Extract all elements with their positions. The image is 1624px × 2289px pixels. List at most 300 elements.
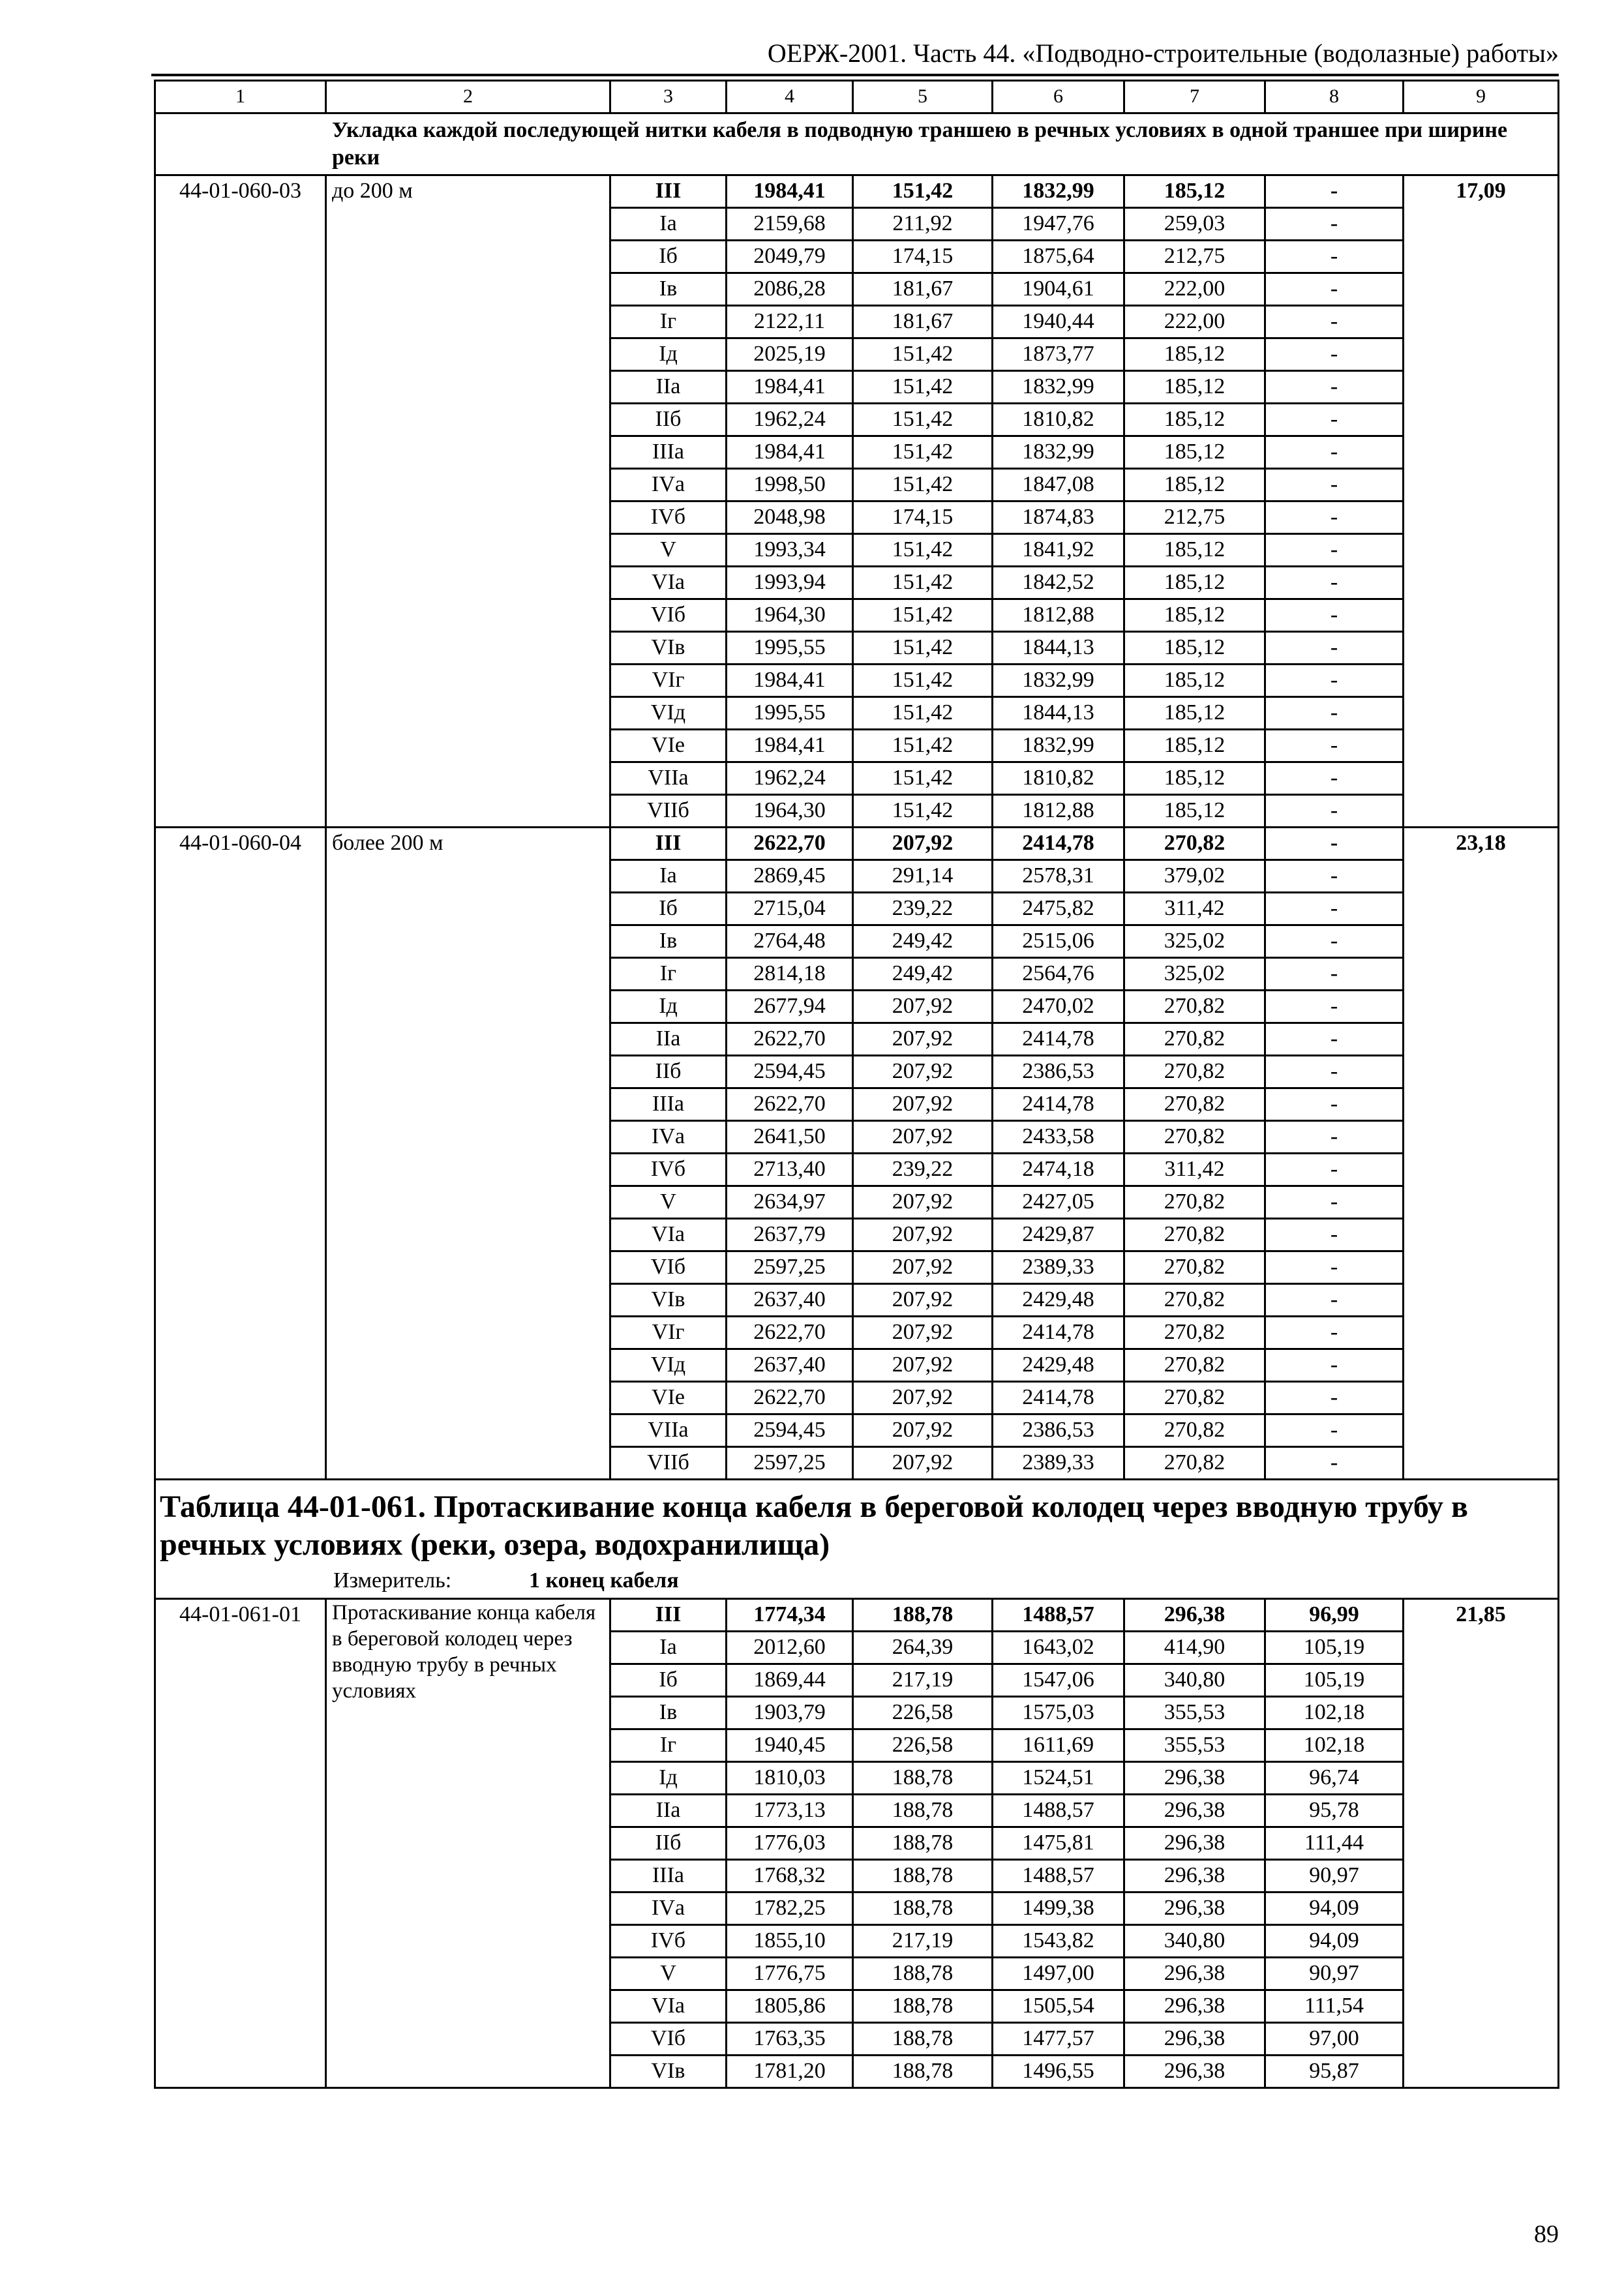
region-cell: Iг (610, 306, 727, 338)
labor-cost-cell: 17,09 (1404, 175, 1559, 828)
value-cell: 181,67 (853, 306, 993, 338)
value-cell: 1477,57 (993, 2023, 1124, 2056)
value-cell: 2622,70 (727, 1088, 853, 1121)
value-cell: - (1265, 1349, 1404, 1382)
value-cell: 296,38 (1124, 1860, 1265, 1893)
value-cell: 2427,05 (993, 1186, 1124, 1219)
value-cell: 1947,76 (993, 208, 1124, 241)
value-cell: 1940,45 (727, 1729, 853, 1762)
value-cell: - (1265, 1219, 1404, 1251)
value-cell: 207,92 (853, 1088, 993, 1121)
value-cell: 211,92 (853, 208, 993, 241)
value-cell: 1543,82 (993, 1925, 1124, 1958)
region-cell: VIб (610, 599, 727, 632)
value-cell: 1964,30 (727, 599, 853, 632)
value-cell: - (1265, 991, 1404, 1023)
value-cell: 2594,45 (727, 1056, 853, 1088)
value-cell: 2414,78 (993, 1023, 1124, 1056)
value-cell: 185,12 (1124, 795, 1265, 828)
value-cell: 2386,53 (993, 1414, 1124, 1447)
value-cell: 1499,38 (993, 1893, 1124, 1925)
value-cell: 1488,57 (993, 1860, 1124, 1893)
value-cell: 151,42 (853, 599, 993, 632)
value-cell: 1505,54 (993, 1990, 1124, 2023)
meter-label: Измеритель: (333, 1568, 452, 1593)
value-cell: 188,78 (853, 2056, 993, 2088)
value-cell: 1773,13 (727, 1795, 853, 1827)
value-cell: 1781,20 (727, 2056, 853, 2088)
value-cell: 151,42 (853, 567, 993, 599)
value-cell: 174,15 (853, 241, 993, 273)
value-cell: 1993,94 (727, 567, 853, 599)
value-cell: - (1265, 241, 1404, 273)
value-cell: - (1265, 306, 1404, 338)
value-cell: 1984,41 (727, 665, 853, 697)
value-cell: 1497,00 (993, 1958, 1124, 1990)
value-cell: 207,92 (853, 1447, 993, 1480)
value-cell: 151,42 (853, 436, 993, 469)
value-cell: - (1265, 828, 1404, 860)
value-cell: - (1265, 697, 1404, 730)
page-header: ОЕРЖ-2001. Часть 44. «Подводно-строительные (водолазные) работы» (767, 38, 1559, 68)
value-cell: 1488,57 (993, 1599, 1124, 1632)
value-cell: 1995,55 (727, 632, 853, 665)
value-cell: 2414,78 (993, 828, 1124, 860)
region-cell: IIIа (610, 1860, 727, 1893)
value-cell: 181,67 (853, 273, 993, 306)
region-cell: VIа (610, 1219, 727, 1251)
value-cell: 1496,55 (993, 2056, 1124, 2088)
value-cell: - (1265, 1251, 1404, 1284)
value-cell: 1855,10 (727, 1925, 853, 1958)
value-cell: 2622,70 (727, 1023, 853, 1056)
value-cell: 96,74 (1265, 1762, 1404, 1795)
item-code: 44-01-060-03 (155, 175, 326, 828)
value-cell: 2869,45 (727, 860, 853, 893)
value-cell: 1776,03 (727, 1827, 853, 1860)
norms-table (154, 80, 1559, 2089)
value-cell: 2594,45 (727, 1414, 853, 1447)
value-cell: 2637,40 (727, 1284, 853, 1317)
value-cell: 2641,50 (727, 1121, 853, 1154)
value-cell: 239,22 (853, 1154, 993, 1186)
column-number: 2 (326, 81, 610, 113)
value-cell: 1841,92 (993, 534, 1124, 567)
value-cell: 355,53 (1124, 1729, 1265, 1762)
region-cell: V (610, 1958, 727, 1990)
value-cell: 151,42 (853, 404, 993, 436)
region-cell: VIг (610, 1317, 727, 1349)
labor-cost-cell: 23,18 (1404, 828, 1559, 1480)
value-cell: 1805,86 (727, 1990, 853, 2023)
value-cell: 296,38 (1124, 2023, 1265, 2056)
value-cell: - (1265, 567, 1404, 599)
value-cell: 1524,51 (993, 1762, 1124, 1795)
value-cell: 1763,35 (727, 2023, 853, 2056)
region-cell: IIб (610, 404, 727, 436)
value-cell: 239,22 (853, 893, 993, 925)
value-cell: 185,12 (1124, 665, 1265, 697)
labor-cost-cell: 21,85 (1404, 1599, 1559, 2088)
region-cell: IIIа (610, 436, 727, 469)
value-cell: 151,42 (853, 697, 993, 730)
value-cell: 1964,30 (727, 795, 853, 828)
value-cell: 2414,78 (993, 1088, 1124, 1121)
value-cell: 355,53 (1124, 1697, 1265, 1729)
value-cell: 1984,41 (727, 371, 853, 404)
value-cell: 185,12 (1124, 371, 1265, 404)
region-cell: Iд (610, 991, 727, 1023)
value-cell: 1874,83 (993, 501, 1124, 534)
value-cell: 2622,70 (727, 828, 853, 860)
region-cell: Iд (610, 1762, 727, 1795)
value-cell: 1984,41 (727, 436, 853, 469)
value-cell: 207,92 (853, 1349, 993, 1382)
region-cell: VIв (610, 2056, 727, 2088)
value-cell: 270,82 (1124, 1349, 1265, 1382)
value-cell: 2414,78 (993, 1382, 1124, 1414)
value-cell: 2122,11 (727, 306, 853, 338)
value-cell: 1832,99 (993, 436, 1124, 469)
value-cell: 2429,48 (993, 1284, 1124, 1317)
value-cell: 212,75 (1124, 501, 1265, 534)
value-cell: 2429,87 (993, 1219, 1124, 1251)
value-cell: 207,92 (853, 1219, 993, 1251)
value-cell: 1832,99 (993, 665, 1124, 697)
value-cell: 188,78 (853, 2023, 993, 2056)
value-cell: 185,12 (1124, 469, 1265, 501)
value-cell: - (1265, 273, 1404, 306)
item-name: Протаскивание конца кабеля в береговой колодец через вводную трубу в речных условиях (326, 1599, 610, 2088)
value-cell: 1832,99 (993, 730, 1124, 762)
region-cell: Iа (610, 1632, 727, 1664)
value-cell: 102,18 (1265, 1697, 1404, 1729)
value-cell: - (1265, 1317, 1404, 1349)
value-cell: - (1265, 208, 1404, 241)
value-cell: 379,02 (1124, 860, 1265, 893)
value-cell: - (1265, 795, 1404, 828)
table-row (155, 1599, 1559, 1632)
value-cell: 2764,48 (727, 925, 853, 958)
value-cell: 249,42 (853, 958, 993, 991)
value-cell: 1810,82 (993, 762, 1124, 795)
value-cell: - (1265, 469, 1404, 501)
value-cell: 1962,24 (727, 762, 853, 795)
value-cell: - (1265, 1186, 1404, 1219)
item-code: 44-01-061-01 (155, 1599, 326, 2088)
value-cell: 207,92 (853, 1382, 993, 1414)
value-cell: 270,82 (1124, 828, 1265, 860)
value-cell: 95,78 (1265, 1795, 1404, 1827)
value-cell: 270,82 (1124, 1317, 1265, 1349)
value-cell: 1810,82 (993, 404, 1124, 436)
value-cell: 2086,28 (727, 273, 853, 306)
value-cell: 2389,33 (993, 1251, 1124, 1284)
value-cell: - (1265, 665, 1404, 697)
value-cell: - (1265, 436, 1404, 469)
value-cell: 96,99 (1265, 1599, 1404, 1632)
value-cell: 174,15 (853, 501, 993, 534)
value-cell: 1995,55 (727, 697, 853, 730)
value-cell: 94,09 (1265, 1893, 1404, 1925)
section-title: Укладка каждой последующей нитки кабеля в подводную траншею в речных условиях в одной траншее при ширине реки (155, 113, 1559, 175)
value-cell: 1869,44 (727, 1664, 853, 1697)
region-cell: VIд (610, 1349, 727, 1382)
value-cell: 1782,25 (727, 1893, 853, 1925)
value-cell: 1812,88 (993, 795, 1124, 828)
region-cell: IIа (610, 371, 727, 404)
region-cell: VIе (610, 730, 727, 762)
value-cell: 1903,79 (727, 1697, 853, 1729)
region-cell: VIд (610, 697, 727, 730)
value-cell: 1810,03 (727, 1762, 853, 1795)
value-cell: 2637,40 (727, 1349, 853, 1382)
value-cell: 325,02 (1124, 925, 1265, 958)
value-cell: 207,92 (853, 1284, 993, 1317)
value-cell: 1873,77 (993, 338, 1124, 371)
value-cell: 2677,94 (727, 991, 853, 1023)
value-cell: 1875,64 (993, 241, 1124, 273)
region-cell: Iа (610, 208, 727, 241)
value-cell: - (1265, 1056, 1404, 1088)
item-name: до 200 м (326, 175, 610, 828)
value-cell: 1993,34 (727, 534, 853, 567)
value-cell: 188,78 (853, 1990, 993, 2023)
value-cell: 94,09 (1265, 1925, 1404, 1958)
value-cell: 151,42 (853, 632, 993, 665)
value-cell: 1844,13 (993, 697, 1124, 730)
region-cell: VIIб (610, 1447, 727, 1480)
value-cell: 2814,18 (727, 958, 853, 991)
value-cell: 2414,78 (993, 1317, 1124, 1349)
region-cell: VIб (610, 1251, 727, 1284)
value-cell: 207,92 (853, 1186, 993, 1219)
value-cell: - (1265, 893, 1404, 925)
column-number: 5 (853, 81, 993, 113)
value-cell: 264,39 (853, 1632, 993, 1664)
region-cell: Iд (610, 338, 727, 371)
value-cell: 296,38 (1124, 1795, 1265, 1827)
region-cell: VIб (610, 2023, 727, 2056)
value-cell: 270,82 (1124, 1447, 1265, 1480)
value-cell: 207,92 (853, 1414, 993, 1447)
value-cell: - (1265, 599, 1404, 632)
page-number: 89 (1534, 2221, 1559, 2248)
value-cell: 226,58 (853, 1697, 993, 1729)
value-cell: 207,92 (853, 1251, 993, 1284)
region-cell: III (610, 175, 727, 208)
region-cell: VIа (610, 567, 727, 599)
value-cell: - (1265, 404, 1404, 436)
value-cell: 188,78 (853, 1827, 993, 1860)
value-cell: 2634,97 (727, 1186, 853, 1219)
region-cell: Iа (610, 860, 727, 893)
table-row (155, 175, 1559, 208)
value-cell: 2622,70 (727, 1317, 853, 1349)
column-number: 9 (1404, 81, 1559, 113)
value-cell: 340,80 (1124, 1925, 1265, 1958)
value-cell: 102,18 (1265, 1729, 1404, 1762)
value-cell: 325,02 (1124, 958, 1265, 991)
value-cell: - (1265, 501, 1404, 534)
value-cell: 222,00 (1124, 306, 1265, 338)
value-cell: - (1265, 958, 1404, 991)
value-cell: 296,38 (1124, 1599, 1265, 1632)
value-cell: - (1265, 860, 1404, 893)
value-cell: 188,78 (853, 1795, 993, 1827)
region-cell: VIа (610, 1990, 727, 2023)
value-cell: 217,19 (853, 1664, 993, 1697)
value-cell: 207,92 (853, 991, 993, 1023)
value-cell: 188,78 (853, 1958, 993, 1990)
value-cell: 2578,31 (993, 860, 1124, 893)
value-cell: 1832,99 (993, 371, 1124, 404)
value-cell: 1984,41 (727, 730, 853, 762)
column-number-row (155, 81, 1559, 113)
value-cell: 296,38 (1124, 1762, 1265, 1795)
value-cell: 151,42 (853, 175, 993, 208)
region-cell: Iв (610, 273, 727, 306)
value-cell: 270,82 (1124, 991, 1265, 1023)
value-cell: 151,42 (853, 469, 993, 501)
value-cell: 185,12 (1124, 338, 1265, 371)
value-cell: 2475,82 (993, 893, 1124, 925)
value-cell: 185,12 (1124, 632, 1265, 665)
value-cell: 207,92 (853, 1023, 993, 1056)
value-cell: 270,82 (1124, 1056, 1265, 1088)
value-cell: 188,78 (853, 1762, 993, 1795)
value-cell: 2622,70 (727, 1382, 853, 1414)
value-cell: 1488,57 (993, 1795, 1124, 1827)
value-cell: 291,14 (853, 860, 993, 893)
value-cell: 2564,76 (993, 958, 1124, 991)
value-cell: 151,42 (853, 534, 993, 567)
value-cell: 188,78 (853, 1599, 993, 1632)
value-cell: 185,12 (1124, 175, 1265, 208)
value-cell: - (1265, 1121, 1404, 1154)
region-cell: IIб (610, 1056, 727, 1088)
region-cell: IVб (610, 1925, 727, 1958)
region-cell: VIIб (610, 795, 727, 828)
region-cell: IVб (610, 501, 727, 534)
value-cell: 2159,68 (727, 208, 853, 241)
value-cell: 2597,25 (727, 1251, 853, 1284)
value-cell: - (1265, 175, 1404, 208)
value-cell: 270,82 (1124, 1088, 1265, 1121)
value-cell: 270,82 (1124, 1186, 1265, 1219)
value-cell: 90,97 (1265, 1958, 1404, 1990)
value-cell: 185,12 (1124, 762, 1265, 795)
value-cell: 1984,41 (727, 175, 853, 208)
value-cell: - (1265, 1154, 1404, 1186)
value-cell: 222,00 (1124, 273, 1265, 306)
value-cell: 296,38 (1124, 1893, 1265, 1925)
value-cell: 1940,44 (993, 306, 1124, 338)
value-cell: 259,03 (1124, 208, 1265, 241)
value-cell: 2048,98 (727, 501, 853, 534)
value-cell: 1998,50 (727, 469, 853, 501)
item-code: 44-01-060-04 (155, 828, 326, 1480)
table-title: Таблица 44-01-061. Протаскивание конца кабеля в береговой колодец через вводную трубу в речных условиях (реки, озера, водохранилища) (160, 1489, 1468, 1562)
value-cell: 296,38 (1124, 2056, 1265, 2088)
value-cell: - (1265, 1382, 1404, 1414)
region-cell: IVб (610, 1154, 727, 1186)
column-number: 3 (610, 81, 727, 113)
value-cell: - (1265, 1284, 1404, 1317)
region-cell: IVа (610, 469, 727, 501)
value-cell: 1776,75 (727, 1958, 853, 1990)
value-cell: 2389,33 (993, 1447, 1124, 1480)
value-cell: 2012,60 (727, 1632, 853, 1664)
region-cell: Iб (610, 893, 727, 925)
value-cell: - (1265, 632, 1404, 665)
value-cell: 212,75 (1124, 241, 1265, 273)
value-cell: 95,87 (1265, 2056, 1404, 2088)
value-cell: 1643,02 (993, 1632, 1124, 1664)
value-cell: 151,42 (853, 371, 993, 404)
region-cell: VIе (610, 1382, 727, 1414)
value-cell: 105,19 (1265, 1632, 1404, 1664)
value-cell: - (1265, 925, 1404, 958)
value-cell: 2049,79 (727, 241, 853, 273)
value-cell: - (1265, 1088, 1404, 1121)
value-cell: 2386,53 (993, 1056, 1124, 1088)
table-row (155, 828, 1559, 860)
value-cell: 1812,88 (993, 599, 1124, 632)
table-title-row (155, 1480, 1559, 1599)
value-cell: 185,12 (1124, 436, 1265, 469)
value-cell: 1611,69 (993, 1729, 1124, 1762)
value-cell: 185,12 (1124, 404, 1265, 436)
value-cell: - (1265, 1023, 1404, 1056)
value-cell: - (1265, 371, 1404, 404)
value-cell: 105,19 (1265, 1664, 1404, 1697)
value-cell: 2433,58 (993, 1121, 1124, 1154)
region-cell: VIг (610, 665, 727, 697)
value-cell: 296,38 (1124, 1990, 1265, 2023)
value-cell: 1844,13 (993, 632, 1124, 665)
column-number: 8 (1265, 81, 1404, 113)
value-cell: 1832,99 (993, 175, 1124, 208)
item-name: более 200 м (326, 828, 610, 1480)
region-cell: V (610, 534, 727, 567)
value-cell: 207,92 (853, 1121, 993, 1154)
region-cell: Iб (610, 241, 727, 273)
value-cell: 270,82 (1124, 1251, 1265, 1284)
column-number: 6 (993, 81, 1124, 113)
value-cell: 185,12 (1124, 534, 1265, 567)
value-cell: 1842,52 (993, 567, 1124, 599)
value-cell: 1575,03 (993, 1697, 1124, 1729)
value-cell: 414,90 (1124, 1632, 1265, 1664)
region-cell: IVа (610, 1121, 727, 1154)
meter-line (160, 1566, 1554, 1595)
region-cell: Iв (610, 925, 727, 958)
region-cell: Iг (610, 1729, 727, 1762)
value-cell: 207,92 (853, 1056, 993, 1088)
value-cell: 188,78 (853, 1893, 993, 1925)
region-cell: VIв (610, 632, 727, 665)
region-cell: Iв (610, 1697, 727, 1729)
region-cell: III (610, 1599, 727, 1632)
value-cell: 226,58 (853, 1729, 993, 1762)
value-cell: 311,42 (1124, 1154, 1265, 1186)
value-cell: 207,92 (853, 1317, 993, 1349)
value-cell: 151,42 (853, 338, 993, 371)
value-cell: - (1265, 338, 1404, 371)
meter-unit: 1 конец кабеля (529, 1568, 679, 1593)
value-cell: 1847,08 (993, 469, 1124, 501)
